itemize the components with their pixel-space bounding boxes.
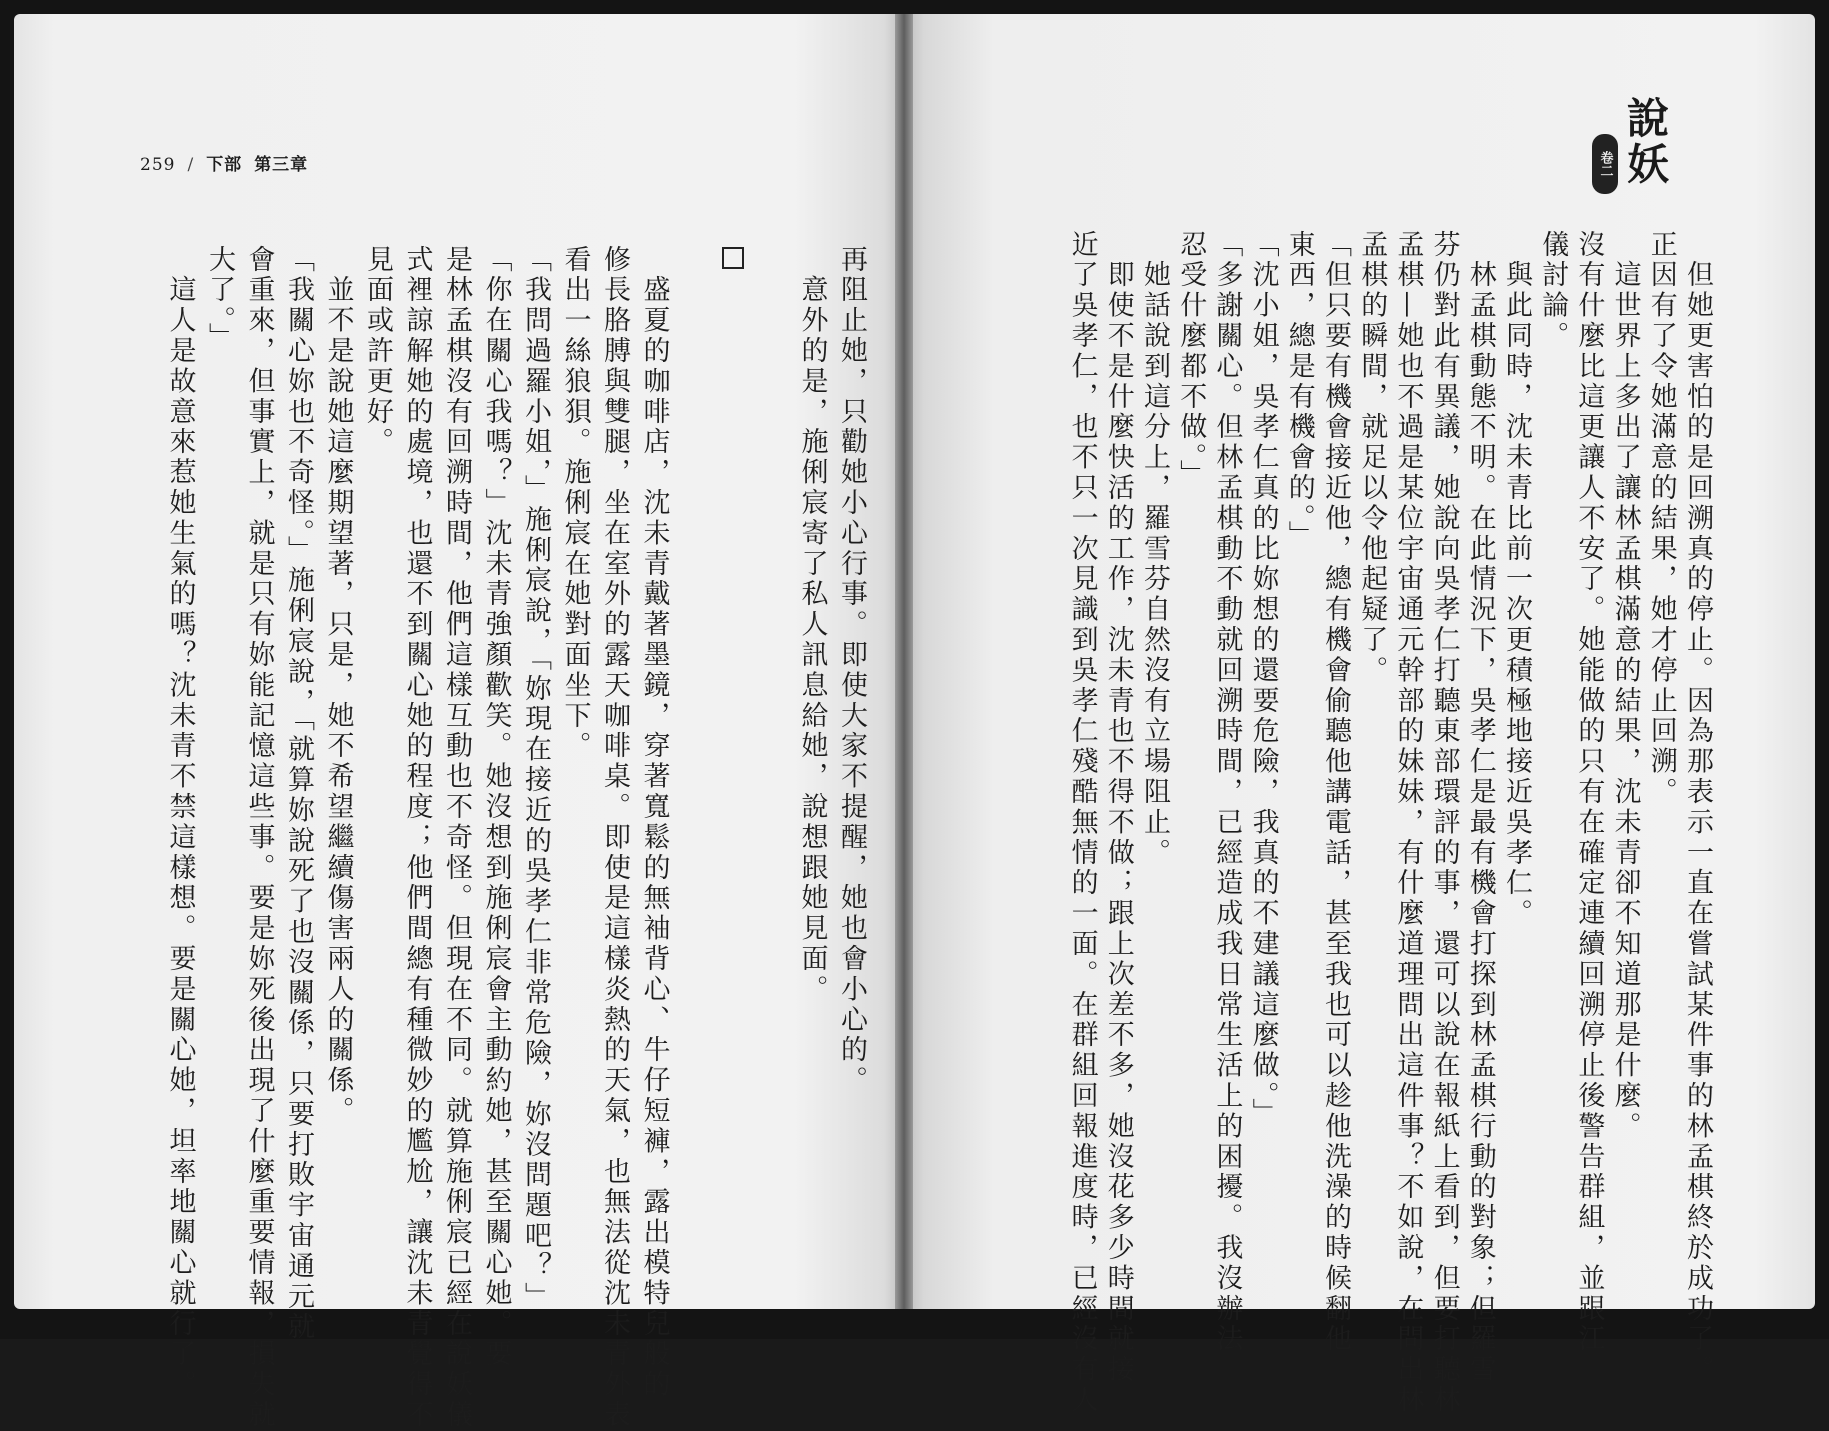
text-column xyxy=(720,245,747,269)
text-column: 孟棋—她也不過是某位宇宙通元幹部的妹妹，有什麼道理問出這件事？不如說，在問出林 xyxy=(1392,230,1424,1416)
text-column: 「但只要有機會接近他，總有機會偷聽他講電話，甚至我也可以趁他洗澡的時候翻他 xyxy=(1320,230,1351,1355)
text-column: 是林孟棋沒有回溯時間，他們這樣互動也不奇怪。但現在不同。就算施俐宸已經在說妖儀 xyxy=(441,245,472,1431)
text-column: 林孟棋動態不明。在此情況下，吳孝仁是最有機會打探到林孟棋行動的對象；但羅雪 xyxy=(1464,230,1496,1386)
text-column: 並不是說她這麼期望著，只是，她不希望繼續傷害兩人的關係。 xyxy=(322,245,354,1127)
text-column: 「我關心妳也不奇怪。」施俐宸說，「就算妳說死了也沒關係，只要打敗宇宙通元就 xyxy=(283,245,314,1343)
text-column: 這世界上多出了讓林孟棋滿意的結果，沈未青卻不知道那是什麼。 xyxy=(1609,230,1641,1142)
text-column: 正因有了令她滿意的結果，她才停止回溯。 xyxy=(1645,230,1677,808)
header-divider: / xyxy=(187,155,195,175)
section-break-mark xyxy=(722,247,744,269)
text-column: 意外的是，施俐宸寄了私人訊息給她，說想跟她見面。 xyxy=(796,245,828,1005)
book-title-mark: 說妖 xyxy=(1621,96,1670,188)
page-header xyxy=(140,150,308,175)
text-column: 「多謝關心。但林孟棋動不動就回溯時間，已經造成我日常生活上的困擾。我沒辦法 xyxy=(1211,230,1243,1355)
page-number: 259 xyxy=(140,155,176,175)
text-column: 儀討論。 xyxy=(1537,230,1569,352)
text-column: 這人是故意來惹她生氣的嗎？沈未青不禁這樣想。要是關心她，坦率地關心就行了。 xyxy=(164,245,196,1401)
book-gutter xyxy=(895,14,913,1309)
text-column: 「你在關心我嗎？」沈未青強顏歡笑。她沒想到施俐宸會主動約她，甚至關心她。要 xyxy=(480,245,512,1370)
text-column: 東西，總是有機會的。」 xyxy=(1283,230,1315,551)
text-column: 即使不是什麼快活的工作，沈未青也不得不做；跟上次差不多，她沒花多少時間就接 xyxy=(1102,230,1134,1386)
text-column: 但她更害怕的是回溯真的停止。因為那表示一直在嘗試某件事的林孟棋終於成功了。 xyxy=(1682,230,1713,1386)
text-column: 她話說到這分上，羅雪芬自然沒有立場阻止。 xyxy=(1139,230,1170,869)
text-column: 「我問過羅小姐，」施俐宸說，「妳現在接近的吳孝仁非常危險，妳沒問題吧？」 xyxy=(520,245,551,1313)
text-column: 盛夏的咖啡店，沈未青戴著墨鏡，穿著寬鬆的無袖背心、牛仔短褲，露出模特兒般的 xyxy=(638,245,670,1401)
section-label: 下部 xyxy=(206,155,243,175)
text-column: 近了吳孝仁，也不只一次見識到吳孝仁殘酷無情的一面。在群組回報進度時，已經沒有人 xyxy=(1066,230,1098,1416)
text-column: 會重來，但事實上，就是只有妳能記憶這些事。要是妳死後出現了什麼重要情報，損失就 xyxy=(243,245,275,1431)
text-column: 見面或許更好。 xyxy=(362,245,393,458)
text-column: 沒有什麼比這更讓人不安了。她能做的只有在確定連續回溯停止後警告群組，並跟江 xyxy=(1573,230,1605,1355)
volume-badge: 卷二 xyxy=(1592,134,1618,194)
book-logo xyxy=(1588,96,1698,216)
text-column: 芬仍對此有異議，她說向吳孝仁打聽東部環評的事，還可以說在報紙上看到，但要打聽林 xyxy=(1428,230,1460,1416)
text-column: 修長胳膊與雙腿，坐在室外的露天咖啡桌。即使是這樣炎熱的天氣，也無法從沈未青外表 xyxy=(599,245,630,1431)
text-column: 大了。」 xyxy=(204,245,235,354)
chapter-label: 第三章 xyxy=(254,155,309,175)
text-column: 忍受什麼都不做。」 xyxy=(1175,230,1207,491)
text-column: 式裡諒解她的處境，也還不到關心她的程度；他們間總有種微妙的尷尬，讓沈未青覺得不 xyxy=(401,245,433,1431)
text-column: 再阻止她，只勸她小心行事。即使大家不提醒，她也會小心的。 xyxy=(836,245,867,1097)
text-column: 看出一絲狼狽。施俐宸在她對面坐下。 xyxy=(559,245,591,762)
text-column: 與此同時，沈未青比前一次更積極地接近吳孝仁。 xyxy=(1501,230,1532,930)
text-column: 「沈小姐，吳孝仁真的比妳想的還要危險，我真的不建議這麼做。」 xyxy=(1247,230,1279,1129)
text-column: 孟棋的瞬間，就足以令他起疑了。 xyxy=(1356,230,1388,686)
